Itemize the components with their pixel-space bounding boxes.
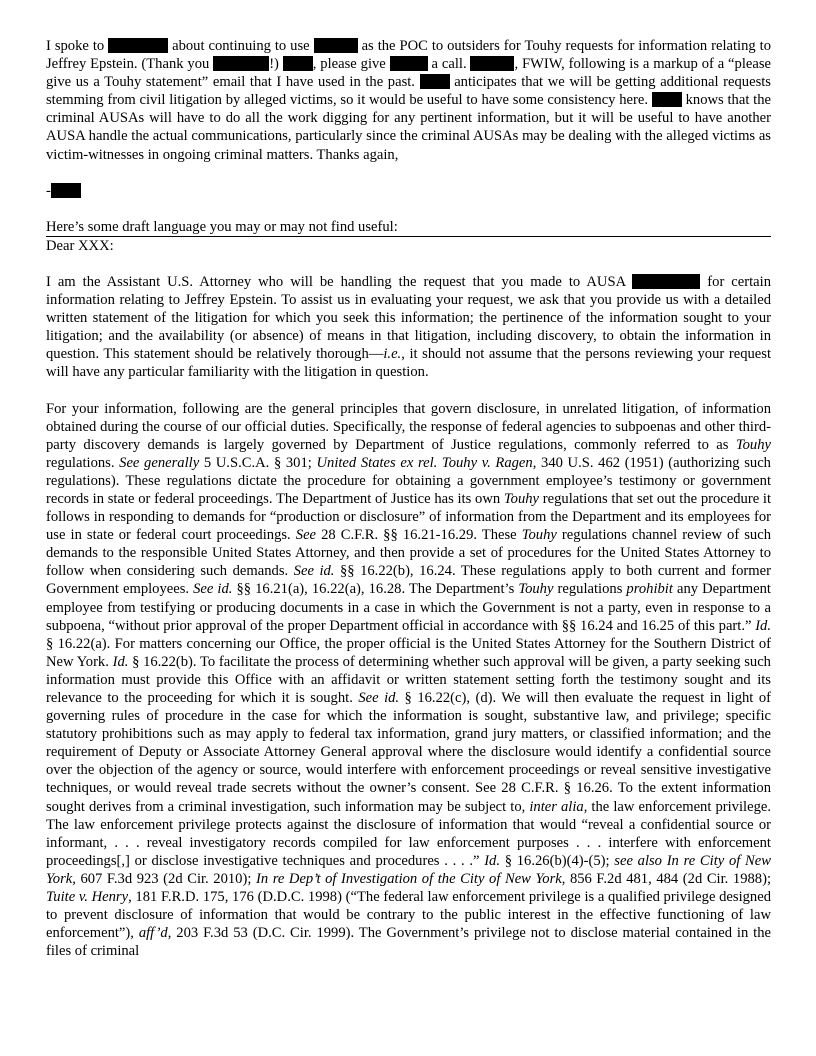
redaction-block [314,38,358,53]
redaction-block [652,92,682,107]
redaction-block [632,274,700,289]
redaction-block [51,183,81,198]
letter-paragraph-2: For your information, following are the general principles that govern disclosure, in unrelated litigation, of information obtained during the course of our official duties. Specifically, the response of federal agencies to subpoenas and other third-party discovery demands is largely governed by Department of Justice regulations, commonly referred to as Touhy regulations. See generally 5 U.S.C.A. § 301; United States ex rel. Touhy v. Ragen, 340 U.S. 462 (1951) (authorizing such regulations). These regulations dictate the procedure for obtaining a government employee’s testimony or government records in state or federal proceedings. The Department of Justice has its own Touhy regulations that set out the procedure it follows in responding to demands for “production or disclosure” of information from the Department and its employees for use in state or federal court proceedings. See 28 C.F.R. §§ 16.21-16.29. These Touhy regulations channel review of such demands to the responsible United States Attorney, and then provide a set of procedures for the United States Attorney to follow when considering such demands. See id. §§ 16.22(b), 16.24. These regulations apply to both current and former Government employees. See id. §§ 16.21(a), 16.22(a), 16.28. The Department’s Touhy regulations prohibit any Department employee from testifying or producing documents in a case in which the Government is not a party, even in response to a subpoena, “without prior approval of the proper Department official in accordance with §§ 16.24 and 16.25 of this part.” Id. § 16.22(a). For matters concerning our Office, the proper official is the United States Attorney for the Southern District of New York. Id. § 16.22(b). To facilitate the process of determining whether such approval will be given, a party seeking such information must provide this Office with an affidavit or written statement setting forth the testimony sought and its relevance to the proceeding for which it is sought. See id. § 16.22(c), (d). We will then evaluate the request in light of governing rules of procedure in the case for which the information is sought, substantive law, and privilege; specific statutory prohibitions such as may apply to federal tax information, grand jury matters, or classified information; and the requirement of Deputy or Associate Attorney General approval where the disclosure would identify a confidential source over the objection of the agency or source, would interfere with enforcement proceedings or reveal sensitive investigative techniques, or would reveal trade secrets without the owner’s consent. See 28 C.F.R. § 16.26. To the extent information sought derives from a criminal investigation, such information may be subject to, inter alia, the law enforcement privilege. The law enforcement privilege protects against the disclosure of information that would “reveal a confidential source or informant, . . . reveal investigatory records compiled for law enforcement purposes . . . interfere with enforcement proceedings[,] or disclose investigative techniques and procedures . . . .” Id. § 16.26(b)(4)-(5); see also In re City of New York, 607 F.3d 923 (2d Cir. 2010); In re Dep’t of Investigation of the City of New York, 856 F.2d 481, 484 (2d Cir. 1988); Tuite v. Henry, 181 F.R.D. 175, 176 (D.D.C. 1998) (“The federal law enforcement privilege is a qualified privilege designed to prevent disclosure of information that would be contrary to the public interest in the effective functioning of law enforcement”), aff’d, 203 F.3d 53 (D.C. Cir. 1999). The Government’s privilege not to disclose material contained in the files of criminal [46,400,772,960]
signoff: - [46,182,771,200]
redaction-block [213,56,269,71]
salutation: Dear XXX: [46,237,114,254]
redaction-block [108,38,168,53]
document-page [46,37,771,960]
redaction-block [283,56,313,71]
redaction-block [470,56,514,71]
letter-paragraph-1: I am the Assistant U.S. Attorney who will be handling the request that you made to AUSA for certain information relating to Jeffrey Epstein. To assist us in evaluating your request, we ask that you provide us with a detailed written statement of the litigation for which you seek this information; the pertinence of the information sought to your litigation; and the availability (or absence) of means in that litigation, including discovery, to obtain the information in question. This statement should be relatively thorough—i.e., it should not assume that the persons reviewing your request will have any particular familiarity with the litigation in question. [46,273,772,381]
redaction-block [420,74,450,89]
redaction-block [390,56,428,71]
email-paragraph: I spoke to about continuing to use as the POC to outsiders for Touhy requests for information relating to Jeffrey Epstein. (Thank you !) , please give a call. , FWIW, following is a markup of a “please give us a Touhy statement” email that I have used in the past. anticipates that we will be getting additional requests stemming from civil litigation by alleged victims, so it would be useful to have some consistency here. knows that the criminal AUSAs will have to do all the work digging for any pertinent information, but it will be useful to have another AUSA handle the actual communications, particularly since the criminal AUSAs may be dealing with the alleged victims as victim-witnesses in ongoing criminal matters. Thanks again, [46,38,772,163]
intro-line: Here’s some draft language you may or may not find useful: [46,218,398,235]
